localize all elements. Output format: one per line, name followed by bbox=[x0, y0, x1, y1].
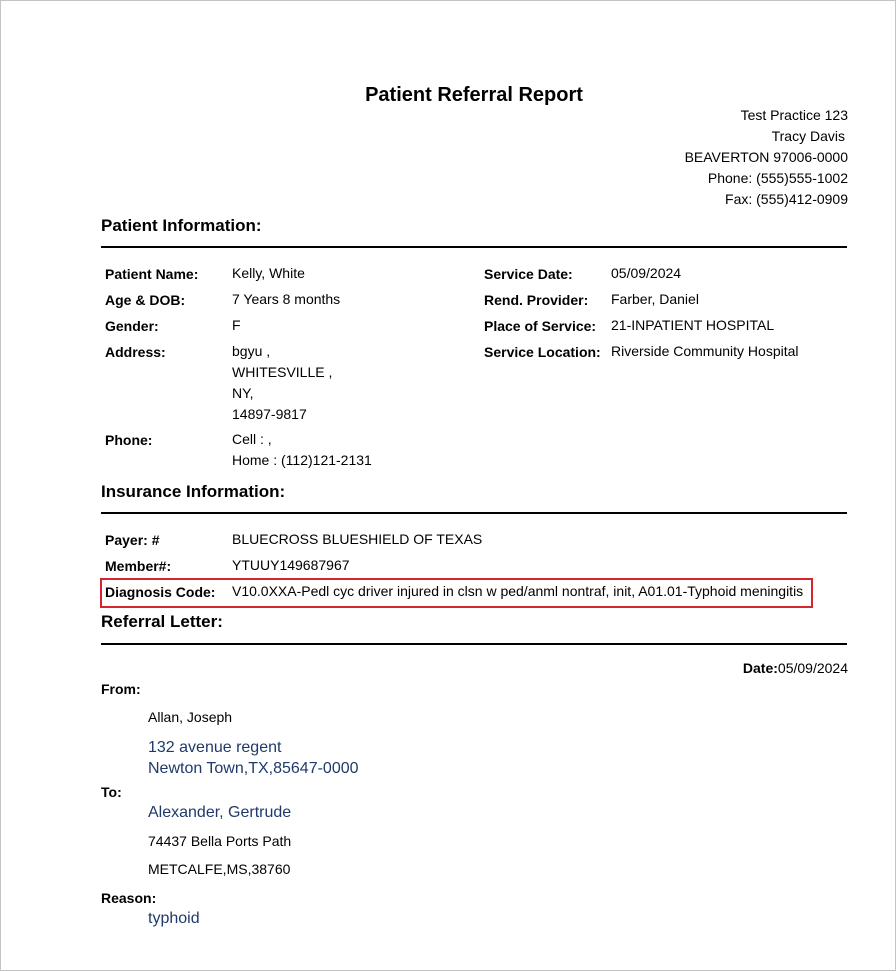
member-value: YTUUY149687967 bbox=[232, 557, 350, 573]
referral-date-label: Date: bbox=[742, 660, 778, 676]
address-line: WHITESVILLE , bbox=[232, 364, 333, 380]
to-address-line-1: 74437 Bella Ports Path bbox=[148, 833, 292, 849]
age-dob-label: Age & DOB: bbox=[105, 292, 186, 308]
age-dob-value: 7 Years 8 months bbox=[232, 291, 341, 307]
referral-date-value: 05/09/2024 bbox=[777, 660, 848, 676]
patient-info-divider bbox=[101, 246, 847, 248]
service-location-value: Riverside Community Hospital bbox=[611, 343, 799, 359]
reason-label: Reason: bbox=[101, 890, 157, 906]
to-address-line-2: METCALFE,MS,38760 bbox=[148, 861, 291, 877]
phone-value bbox=[232, 429, 372, 471]
service-location-label: Service Location: bbox=[484, 344, 601, 360]
insurance-info-heading: Insurance Information: bbox=[101, 482, 286, 501]
place-of-service-label: Place of Service: bbox=[484, 318, 597, 334]
practice-contact: Tracy Davis bbox=[771, 128, 845, 144]
from-address-line-1: 132 avenue regent bbox=[148, 739, 282, 756]
service-date-label: Service Date: bbox=[484, 266, 573, 282]
diagnosis-code-value: V10.0XXA-Pedl cyc driver injured in clsn w ped/anml nontraf, init, A01.01-Typhoid meningitis bbox=[232, 583, 804, 599]
patient-info-heading: Patient Information: bbox=[101, 216, 262, 235]
patient-name-label: Patient Name: bbox=[105, 266, 199, 282]
service-date-value: 05/09/2024 bbox=[611, 265, 682, 281]
practice-city: BEAVERTON 97006-0000 bbox=[684, 149, 848, 165]
member-label: Member#: bbox=[105, 558, 172, 574]
address-line: 14897-9817 bbox=[232, 406, 307, 422]
address-value bbox=[232, 341, 332, 425]
practice-fax: Fax: (555)412-0909 bbox=[725, 191, 848, 207]
to-name: Alexander, Gertrude bbox=[148, 804, 292, 821]
gender-value: F bbox=[232, 317, 241, 333]
phone-label: Phone: bbox=[105, 432, 153, 448]
referral-letter-divider bbox=[101, 643, 847, 645]
practice-block bbox=[685, 105, 848, 210]
payer-label: Payer: # bbox=[105, 532, 160, 548]
rendering-provider-label: Rend. Provider: bbox=[484, 292, 589, 308]
practice-name: Test Practice 123 bbox=[740, 107, 848, 123]
diagnosis-code-label: Diagnosis Code: bbox=[105, 584, 216, 600]
from-label: From: bbox=[101, 681, 141, 697]
to-label: To: bbox=[101, 784, 122, 800]
address-line: NY, bbox=[232, 385, 254, 401]
payer-value: BLUECROSS BLUESHIELD OF TEXAS bbox=[232, 531, 483, 547]
referral-date bbox=[743, 660, 848, 676]
phone-line: Cell : , bbox=[232, 431, 272, 447]
rendering-provider-value: Farber, Daniel bbox=[611, 291, 699, 307]
practice-phone: Phone: (555)555-1002 bbox=[707, 170, 848, 186]
referral-letter-heading: Referral Letter: bbox=[101, 612, 223, 631]
insurance-info-divider bbox=[101, 512, 847, 514]
patient-name-value: Kelly, White bbox=[232, 265, 305, 281]
from-name: Allan, Joseph bbox=[148, 709, 233, 725]
report-title: Patient Referral Report bbox=[365, 84, 583, 106]
address-line: bgyu , bbox=[232, 343, 271, 359]
from-address-line-2: Newton Town,TX,85647-0000 bbox=[148, 760, 359, 777]
place-of-service-value: 21-INPATIENT HOSPITAL bbox=[611, 317, 775, 333]
reason-value: typhoid bbox=[148, 910, 200, 927]
phone-line: Home : (112)121-2131 bbox=[232, 452, 372, 468]
address-label: Address: bbox=[105, 344, 166, 360]
gender-label: Gender: bbox=[105, 318, 159, 334]
